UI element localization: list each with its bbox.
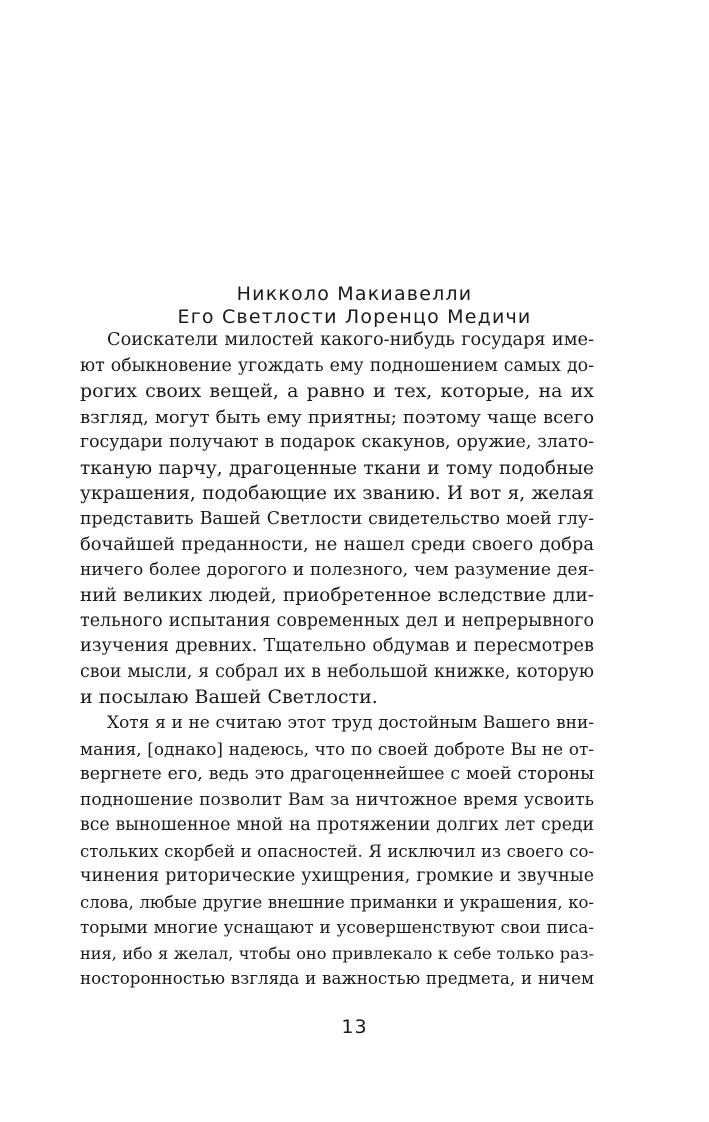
text-line: подношение позволит Вам за ничтожное время усвоить xyxy=(80,789,594,810)
text-line: носторонностью взгляда и важностью предмета, и ничем xyxy=(80,969,594,988)
text-line: ний великих людей, приобретенное вследствие дли- xyxy=(80,585,594,606)
text-line: тканую парчу, драгоценные ткани и тому подобные xyxy=(80,457,594,479)
paragraph-1 xyxy=(80,328,594,711)
text-line: тельного испытания современных дел и непрерывного xyxy=(80,610,594,631)
text-line: все выношенное мной на протяжении долгих лет среди xyxy=(80,815,594,835)
text-line: вергнете его, ведь это драгоценнейшее с моей стороны xyxy=(80,764,594,784)
text-line: рогих своих вещей, а равно и тех, которые, на их xyxy=(80,380,594,402)
text-line: ют обыкновение угождать ему подношением самых до- xyxy=(80,355,594,376)
page-number: 13 xyxy=(341,1016,368,1038)
text-line: Хотя я и не считаю этот труд достойным Вашего вни- xyxy=(107,713,594,733)
text-line: бочайшей преданности, не нашел среди своего добра xyxy=(80,534,594,555)
text-line: изучения древних. Тщательно обдумав и пересмотрев xyxy=(80,636,594,656)
text-line: и посылаю Вашей Светлости. xyxy=(80,686,378,708)
text-line: представить Вашей Светлости свидетельство моей глу- xyxy=(80,508,594,529)
author-heading: Никколо Макиавелли xyxy=(236,283,473,305)
text-line: государи получают в подарок скакунов, оружие, злато- xyxy=(80,432,594,452)
text-line: свои мысли, я собрал их в небольшой книжке, которую xyxy=(80,661,594,682)
text-line: стольких скорбей и опасностей. Я исключил из своего со- xyxy=(80,841,594,861)
dedication-heading: Его Светлости Лоренцо Медичи xyxy=(177,306,532,328)
text-line: слова, любые другие внешние приманки и украшения, ко- xyxy=(80,892,594,912)
paragraph-2 xyxy=(80,711,594,992)
text-line: ничего более дорогого и полезного, чем разумение дея- xyxy=(80,559,594,580)
text-line: взгляд, могут быть ему приятны; поэтому чаще всего xyxy=(80,406,594,428)
text-line: торыми многие уснащают и усовершенствуют свои писа- xyxy=(80,917,594,937)
text-line: Соискатели милостей какого-нибудь государя име- xyxy=(107,330,594,350)
text-line: чинения риторические ухищрения, громкие и звучные xyxy=(80,866,594,886)
text-line: украшения, подобающие их званию. И вот я, желая xyxy=(80,483,594,504)
text-line: ния, ибо я желал, чтобы оно привлекало к себе только раз- xyxy=(80,943,594,963)
text-line: мания, [однако] надеюсь, что по своей доброте Вы не от- xyxy=(80,738,594,759)
